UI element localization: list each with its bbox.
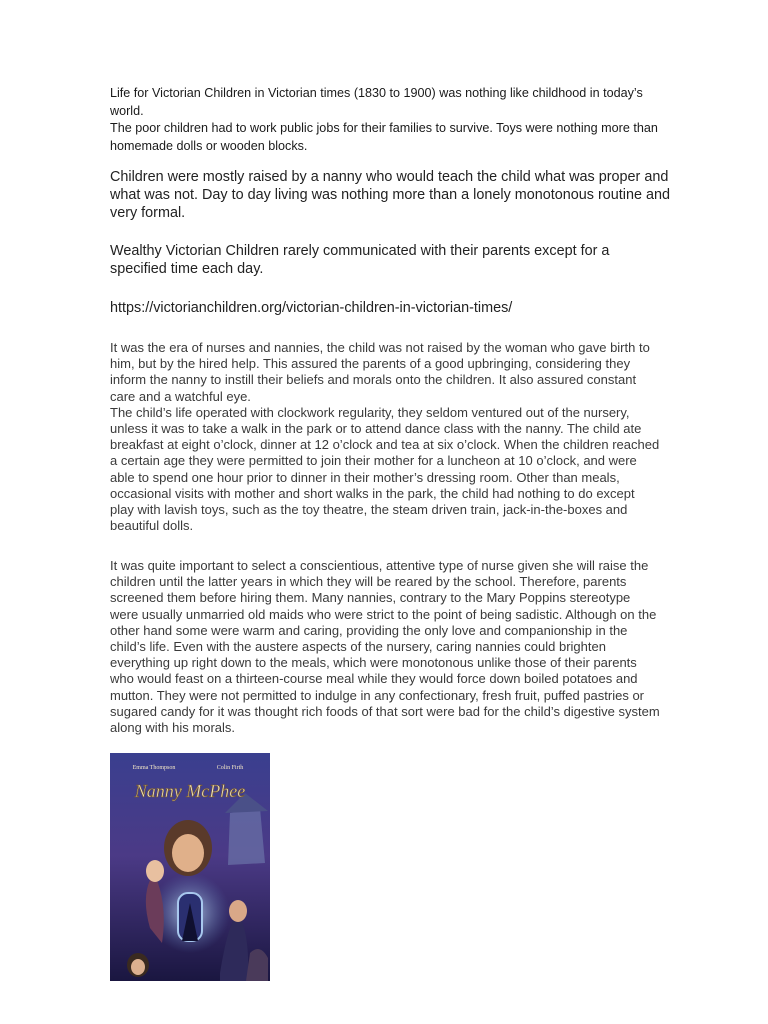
wealthy-paragraph: Wealthy Victorian Children rarely communicated with their parents except for a specified time each day. — [110, 243, 610, 277]
era-paragraph — [110, 340, 660, 534]
poster-figure-face — [172, 834, 204, 872]
nanny-paragraph: Children were mostly raised by a nanny who would teach the child what was proper and what was not. Day to day living was nothing more than a lonely monotonous routine and very formal. — [110, 169, 670, 221]
era-paragraph-part-2: The child’s life operated with clockwork regularity, they seldom ventured out of the nursery, unless it was to take a walk in the park or to attend dance class with the nanny. The child ate breakfast at eight o’clock, dinner at 12 o’clock and tea at six o’clock. When the children reached a certain age they were permitted to join their mother for a luncheon at 10 o’clock, and were able to spend one hour prior to dinner in their mother’s dressing room. Other than meals, occasional visits with mother and short walks in the park, the child had nothing to do except play with lavish toys, such as the toy theatre, the steam driven train, jack-in-the-boxes and beautiful dolls. — [110, 404, 660, 534]
intro-line-2: The poor children had to work public jobs for their families to survive. Toys were nothing more than homemade dolls or wooden blocks. — [110, 121, 658, 153]
poster-title: Nanny McPhee — [134, 781, 246, 801]
intro-paragraph — [110, 85, 670, 155]
source-link[interactable]: https://victorianchildren.org/victorian-children-in-victorian-times/ — [110, 300, 513, 316]
poster-house — [228, 808, 265, 865]
poster-credit-1: Emma Thompson — [132, 765, 176, 771]
nurse-paragraph: It was quite important to select a conscientious, attentive type of nurse given she will raise the children until the latter years in which they will be reared by the school. Therefore, parents screened them before hiring them. Many nannies, contrary to the Mary Poppins stereotype were usually unmarried old maids who were strict to the point of being sadistic. Although on the other hand some were warm and caring, providing the only love and companionship in the child’s life. Even with the austere aspects of the nursery, caring nannies could brighten everything up right down to the meals, which were monotonous unlike those of their parents who would feast on a thirteen-course meal while they would force down boiled potatoes and mutton. They were not permitted to indulge in any confectionary, fresh fruit, puffed pastries or sugared candy for it was thought rich foods of that sort were bad for the child’s digestive system along with his morals. — [110, 558, 660, 736]
poster-credit-2: Colin Firth — [216, 765, 244, 771]
intro-line-1: Life for Victorian Children in Victorian times (1830 to 1900) was nothing like childhood in today’s world. — [110, 86, 643, 118]
era-paragraph-part-1: It was the era of nurses and nannies, the child was not raised by the woman who gave birth to him, but by the hired help. This assured the parents of a good upbringing, considering they inform the nanny to instill their beliefs and morals onto the children. It also assured constant care and a watchful eye. — [110, 340, 650, 404]
movie-poster-image — [110, 753, 270, 981]
